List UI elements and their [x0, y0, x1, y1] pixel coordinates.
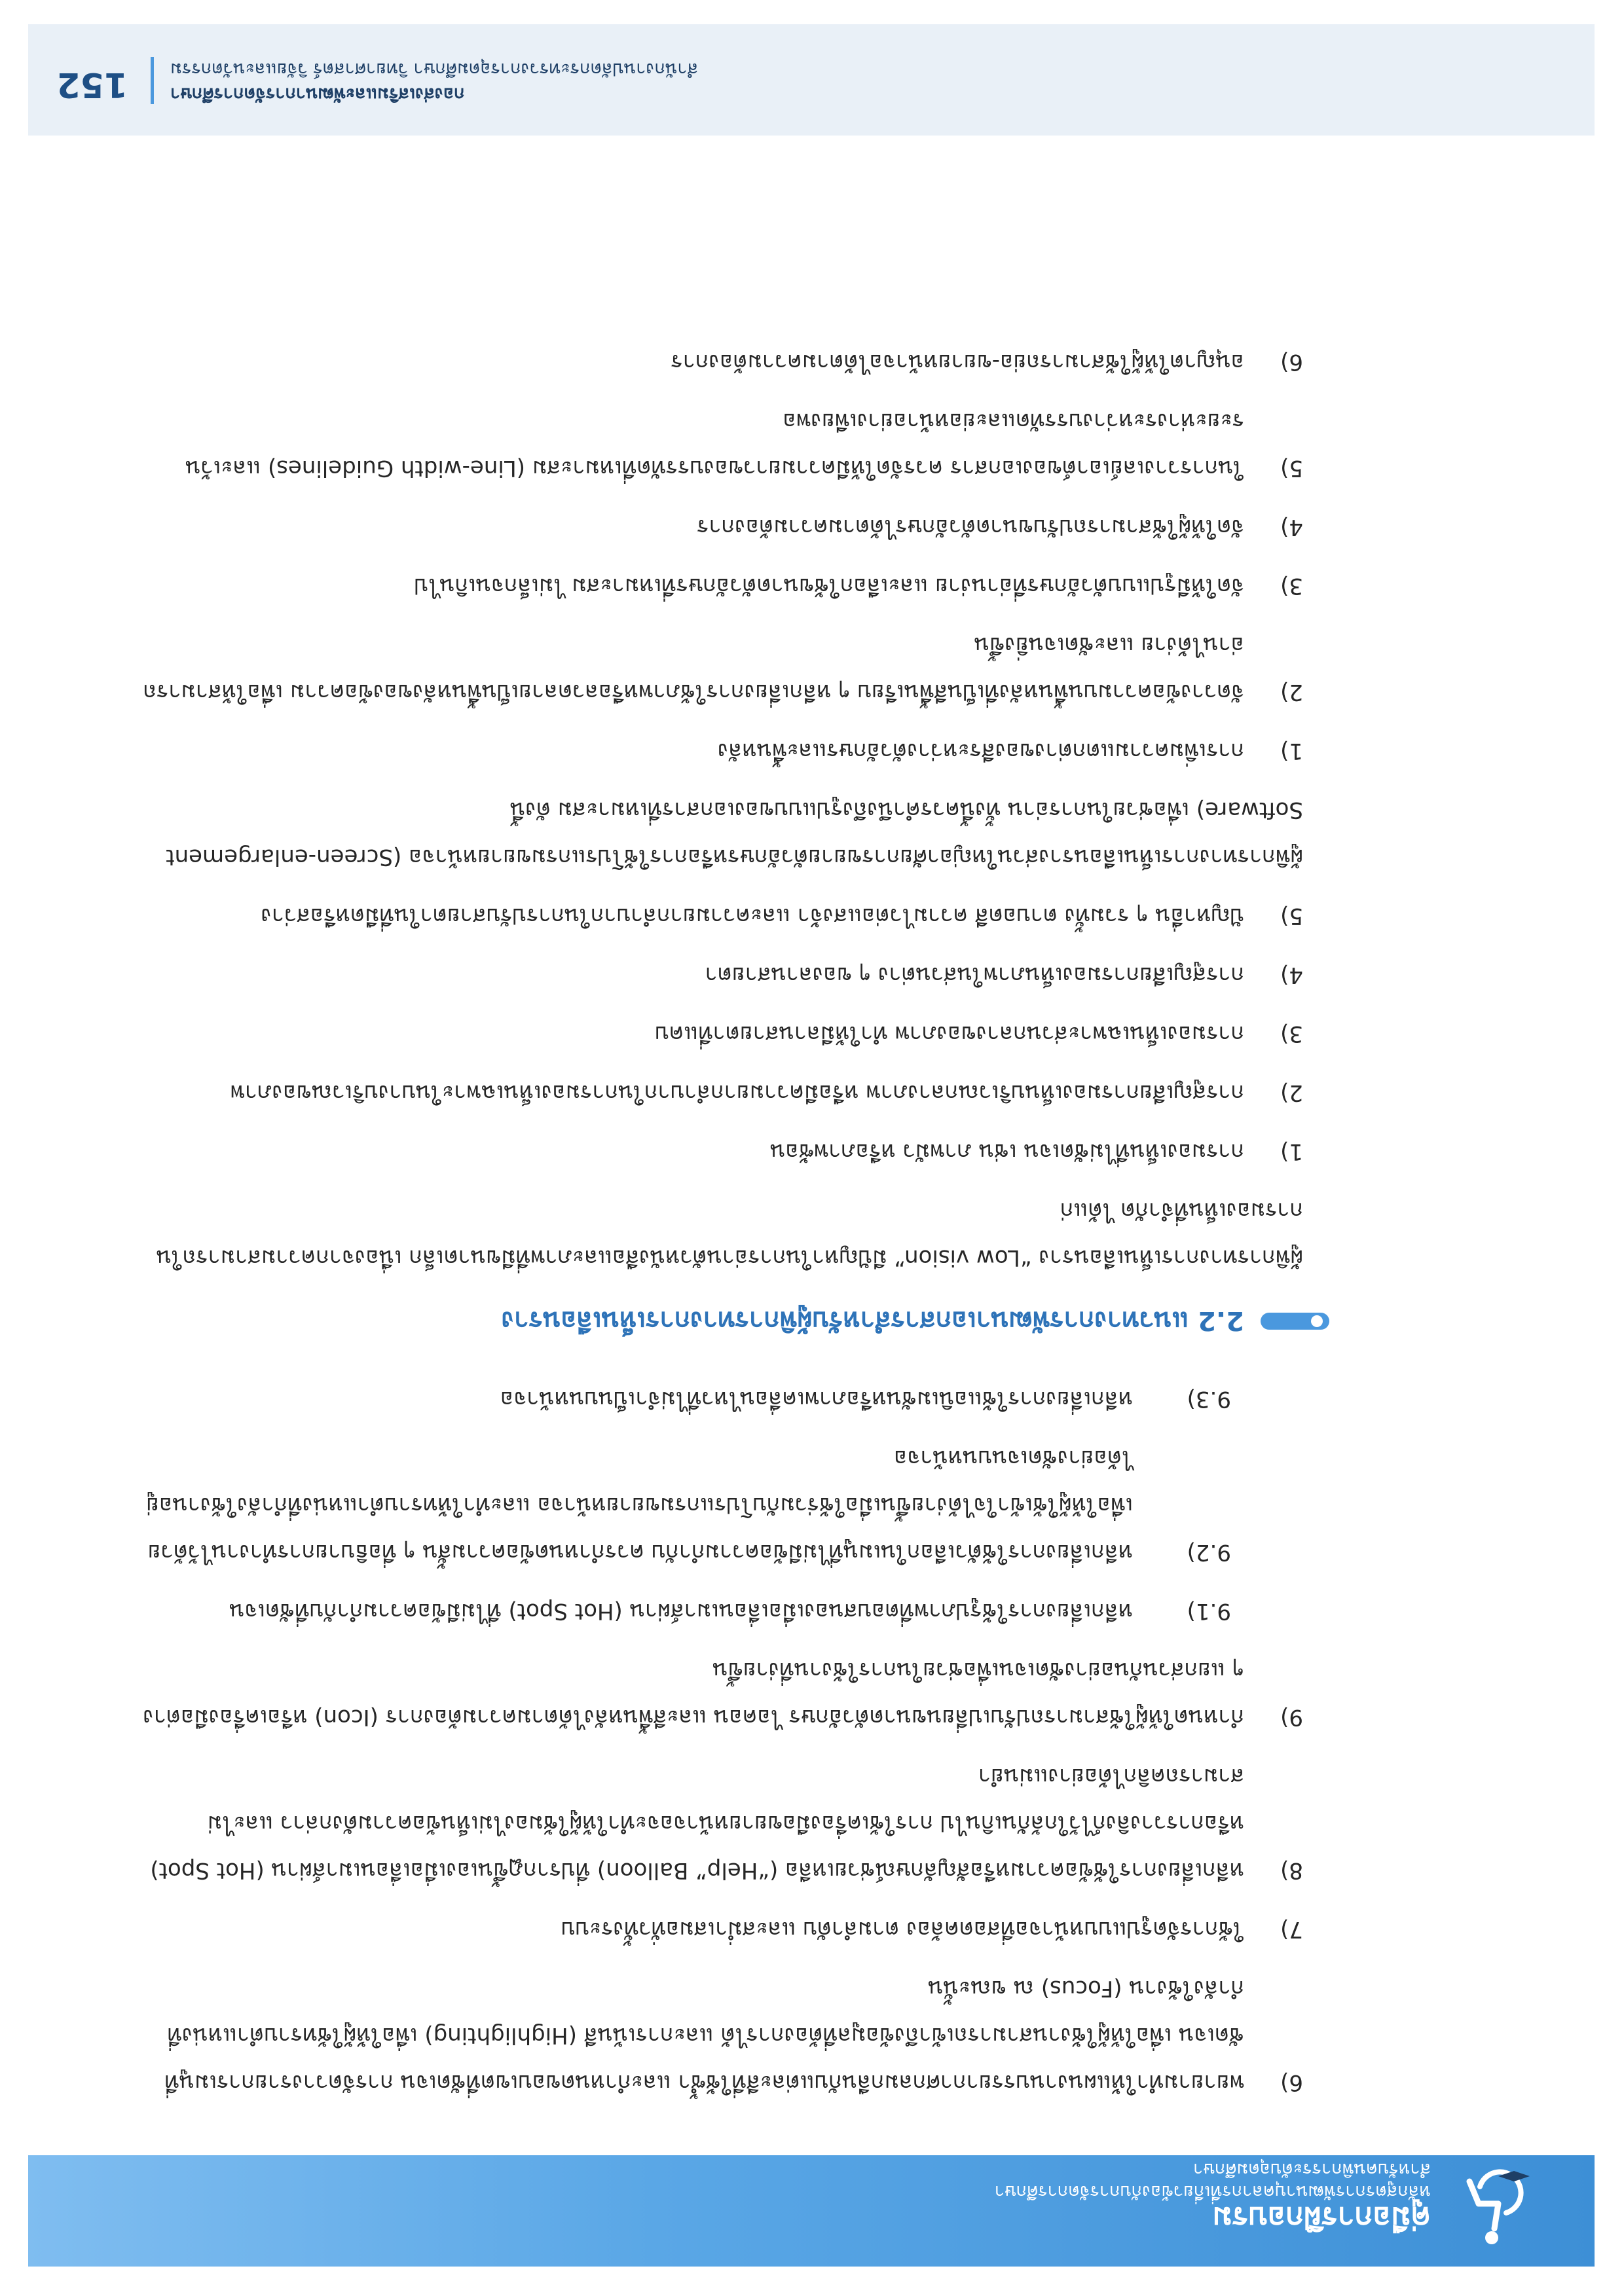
list-item	[138, 338, 1329, 386]
list-number: 1)	[1280, 1139, 1303, 1165]
list-text: การเพิ่มความแตกต่างของสีระหว่างตัวอักษรและพื้นหลัง	[717, 738, 1244, 764]
list-number: 4)	[1280, 514, 1303, 540]
sub-list-item	[138, 1588, 1329, 1635]
list-item	[138, 1965, 1329, 2106]
list-item	[138, 562, 1329, 610]
page-number: 152	[56, 65, 128, 104]
list-text: การสูญเสียการมองเห็นภาพในส่วนต่าง ๆ ของลานสายตา	[705, 962, 1244, 988]
list-item	[138, 397, 1329, 492]
list-number: 4)	[1280, 962, 1303, 988]
sub-list-number: 9.2)	[1187, 1539, 1231, 1565]
list-text: กำหนดให้ผู้ใช้สามารถปรับเปลี่ยนขนาดตัวอักษร ไอคอน และสีพื้นหลังได้ตามความต้องการ (Icon) หรือเครื่องมือต่าง ๆ แยกส่วนกันอย่างชัดเจนเพื่อช่วยในการใช้งานที่ง่ายขึ้น	[143, 1657, 1244, 1730]
list-number: 9)	[1280, 1704, 1303, 1730]
manual-subtitle-line-2: สำหรับคนพิการระดับอุดมศึกษา	[1192, 2159, 1431, 2179]
list-item	[138, 951, 1329, 998]
list-text: พยายามทำให้แผนงานบรรยากาศกลมกลืนกับแต่ละสีที่ใช้ซ้ำ และกำหนดขอบเขตที่ชัดเจน การจัดวางรายการเมนูที่ชัดเจน เพื่อให้ผู้ใช้งานสามารถเข้าถึงข้อมูลที่ต้องการได้ และการเน้นสี (Highlighting) เพื่อให้ผู้ใช้ทราบตำแหน่งที่กำลังใช้งาน (Focus) ณ ขณะนั้น	[164, 1975, 1244, 2096]
list-item	[138, 1647, 1329, 1741]
body-paragraph: ผู้พิการทางการเห็นเลือนรางส่วนใหญ่อาศัยการขยายตัวอักษรหรือการใช้โปรแกรมขยายหน้าจอ (Screen-enlargement Software) เพื่อช่วยในการอ่าน ทั้งนี้ควรคำนึงถึงรูปแบบของเอกสารที่เหมาะสม ดังนี้	[166, 797, 1303, 870]
list-item	[138, 892, 1329, 939]
footer-divider	[151, 57, 154, 104]
sub-list-item	[138, 1434, 1329, 1576]
document-body	[138, 327, 1329, 2106]
list-item	[138, 1010, 1329, 1057]
list-number: 5)	[1280, 903, 1303, 929]
sub-list-text: หลีกเลี่ยงการใช้ตัวเลือกในเมนูที่ไม่มีข้อความกำกับ ควรกำหนดข้อความสั้น ๆ ที่อธิบายการทำงานไว้ด้วย เพื่อให้ผู้ใช้เข้าใจได้ง่ายขึ้นเมื่อใช้ร่วมกับโปรแกรมขยายหน้าจอ และทำให้ทราบตำแหน่งที่กำลังใช้งานอยู่ได้อย่างชัดเจนบนหน้าจอ	[146, 1445, 1133, 1565]
list-number: 8)	[1280, 1857, 1303, 1884]
list-number: 7)	[1280, 1916, 1303, 1942]
list-text: ในการวางเลย์เอาต์ของเอกสาร ควรจัดให้มีความยาวของบรรทัดที่เหมาะสม (Line-width Guidelines) และเว้นระยะห่างระหว่างบรรทัดและย่อหน้าอย่างเพียงพอ	[185, 408, 1244, 481]
section-title: 2.2 แนวทางการพัฒนาเอกสารสำหรับผู้พิการทางการเห็นเลือนราง	[501, 1305, 1244, 1336]
sub-list-number: 9.1)	[1187, 1598, 1231, 1624]
list-text: จัดให้ผู้ใช้สามารถปรับขนาดตัวอักษรได้ตามความต้องการ	[697, 514, 1244, 540]
list-text: การมองเห็นเฉพาะส่วนกลางของภาพ ทำให้มีลานสายตาที่แคบ	[654, 1021, 1244, 1047]
list-item	[138, 1753, 1329, 1894]
list-number: 2)	[1280, 1080, 1303, 1106]
list-number: 2)	[1280, 679, 1303, 705]
list-text: หลีกเลี่ยงการใช้ข้อความหรือสัญลักษณ์ช่วยเหลือ (“Help” Balloon) ที่ปรากฏขึ้นเองเมื่อเลื่อนเมาส์ผ่าน (Hot Spot) หรือการวางลิงก์ไว้ใกล้กันเกินไป การใช้เครื่องมือขยายหน้าจอจะทำให้ผู้ใช้มองไม่เห็นข้อความดังกล่าว และไม่สามารถคลิกได้อย่างแม่นยำ	[150, 1763, 1244, 1884]
manual-subtitle-line-1: หลักสูตรการพัฒนาบุคลากรที่เกี่ยวข้องกับการจัดการศึกษา	[994, 2181, 1431, 2202]
list-number: 3)	[1280, 1021, 1303, 1047]
list-text: การมองเห็นที่ไม่ชัดเจน เช่น ภาพมัว หรือภาพซ้อน	[769, 1139, 1244, 1165]
wheelchair-book-icon	[1460, 2168, 1532, 2247]
list-item	[138, 503, 1329, 551]
list-number: 5)	[1280, 455, 1303, 481]
list-text: จัดวางข้อความบนพื้นหลังที่เป็นสีพื้นเรียบ ๆ หลีกเลี่ยงการใช้ภาพหรือลวดลายเป็นพื้นหลังของข้อความ เพื่อให้สามารถอ่านได้ง่าย และชัดเจนยิ่งขึ้น	[143, 632, 1244, 705]
list-number: 3)	[1280, 573, 1303, 599]
list-number: 6)	[1280, 349, 1303, 375]
footer-org-text	[170, 56, 874, 106]
footer-line-1: กองส่งเสริมและพัฒนาการจัดการศึกษา	[170, 84, 465, 104]
list-text: ใช้การจัดรูปแบบหน้าจอที่สอดคล้อง ตามลำดับ และสม่ำเสมอทั่วทั้งระบบ	[561, 1916, 1244, 1942]
footer-line-2: สำนักงานปลัดกระทรวงการอุดมศึกษา วิทยาศาสตร์ วิจัยและนวัตกรรม	[170, 59, 698, 79]
sub-list-text: หลีกเลี่ยงการใช้แอนิเมชันหรือภาพเคลื่อนไหวที่ไม่จำเป็นบนหน้าจอ	[500, 1386, 1133, 1412]
list-item	[138, 1128, 1329, 1175]
list-number: 1)	[1280, 738, 1303, 764]
sub-list-item	[138, 1376, 1329, 1423]
list-text: จัดให้มีรูปแบบตัวอักษรที่อ่านง่าย และเลือกใช้ขนาดตัวอักษรที่เหมาะสม ไม่เล็กจนเกินไป	[414, 573, 1244, 599]
list-text: การสูญเสียการมองเห็นบริเวณกลางภาพ หรือมีความยากลำบากในการมองเห็นเฉพาะในบางบริเวณของภาพ	[230, 1080, 1244, 1106]
list-item	[138, 727, 1329, 774]
list-text: อนุญาตให้ผู้ใช้สามารถย่อ-ขยายหน้าจอได้ตามความต้องการ	[671, 349, 1244, 375]
manual-title: คู่มือการฝึกอบรม	[1212, 2200, 1431, 2236]
header-band	[28, 2155, 1595, 2267]
sub-list-number: 9.3)	[1187, 1386, 1231, 1412]
list-item	[138, 621, 1329, 716]
list-item	[138, 1906, 1329, 1953]
section-heading	[138, 1301, 1329, 1340]
footer-band	[28, 24, 1595, 136]
list-number: 6)	[1280, 2069, 1303, 2096]
list-text: ปัญหาอื่น ๆ รวมทั้ง ตาบอดสี ความไวต่อแสงจ้า และความยากลำบากในการปรับสายตาในที่มืดหรือสว่าง	[261, 903, 1244, 929]
list-item	[138, 1069, 1329, 1116]
sub-list-text: หลีกเลี่ยงการใช้รูปภาพที่ตอบสนองเมื่อเลื่อนเมาส์ผ่าน (Hot Spot) ที่ไม่มีข้อความกำกับที่ชัดเจน	[229, 1598, 1133, 1624]
section-dot-icon	[1311, 1315, 1323, 1327]
section-intro-paragraph: ผู้พิการทางการเห็นเลือนราง “Low vision” มีปัญหาในการอ่านตัวหนังสือและภาพที่มีขนาดเล็ก เนื่องจากความสามารถในการมองเห็นที่จำกัด ได้แก่	[156, 1197, 1303, 1271]
